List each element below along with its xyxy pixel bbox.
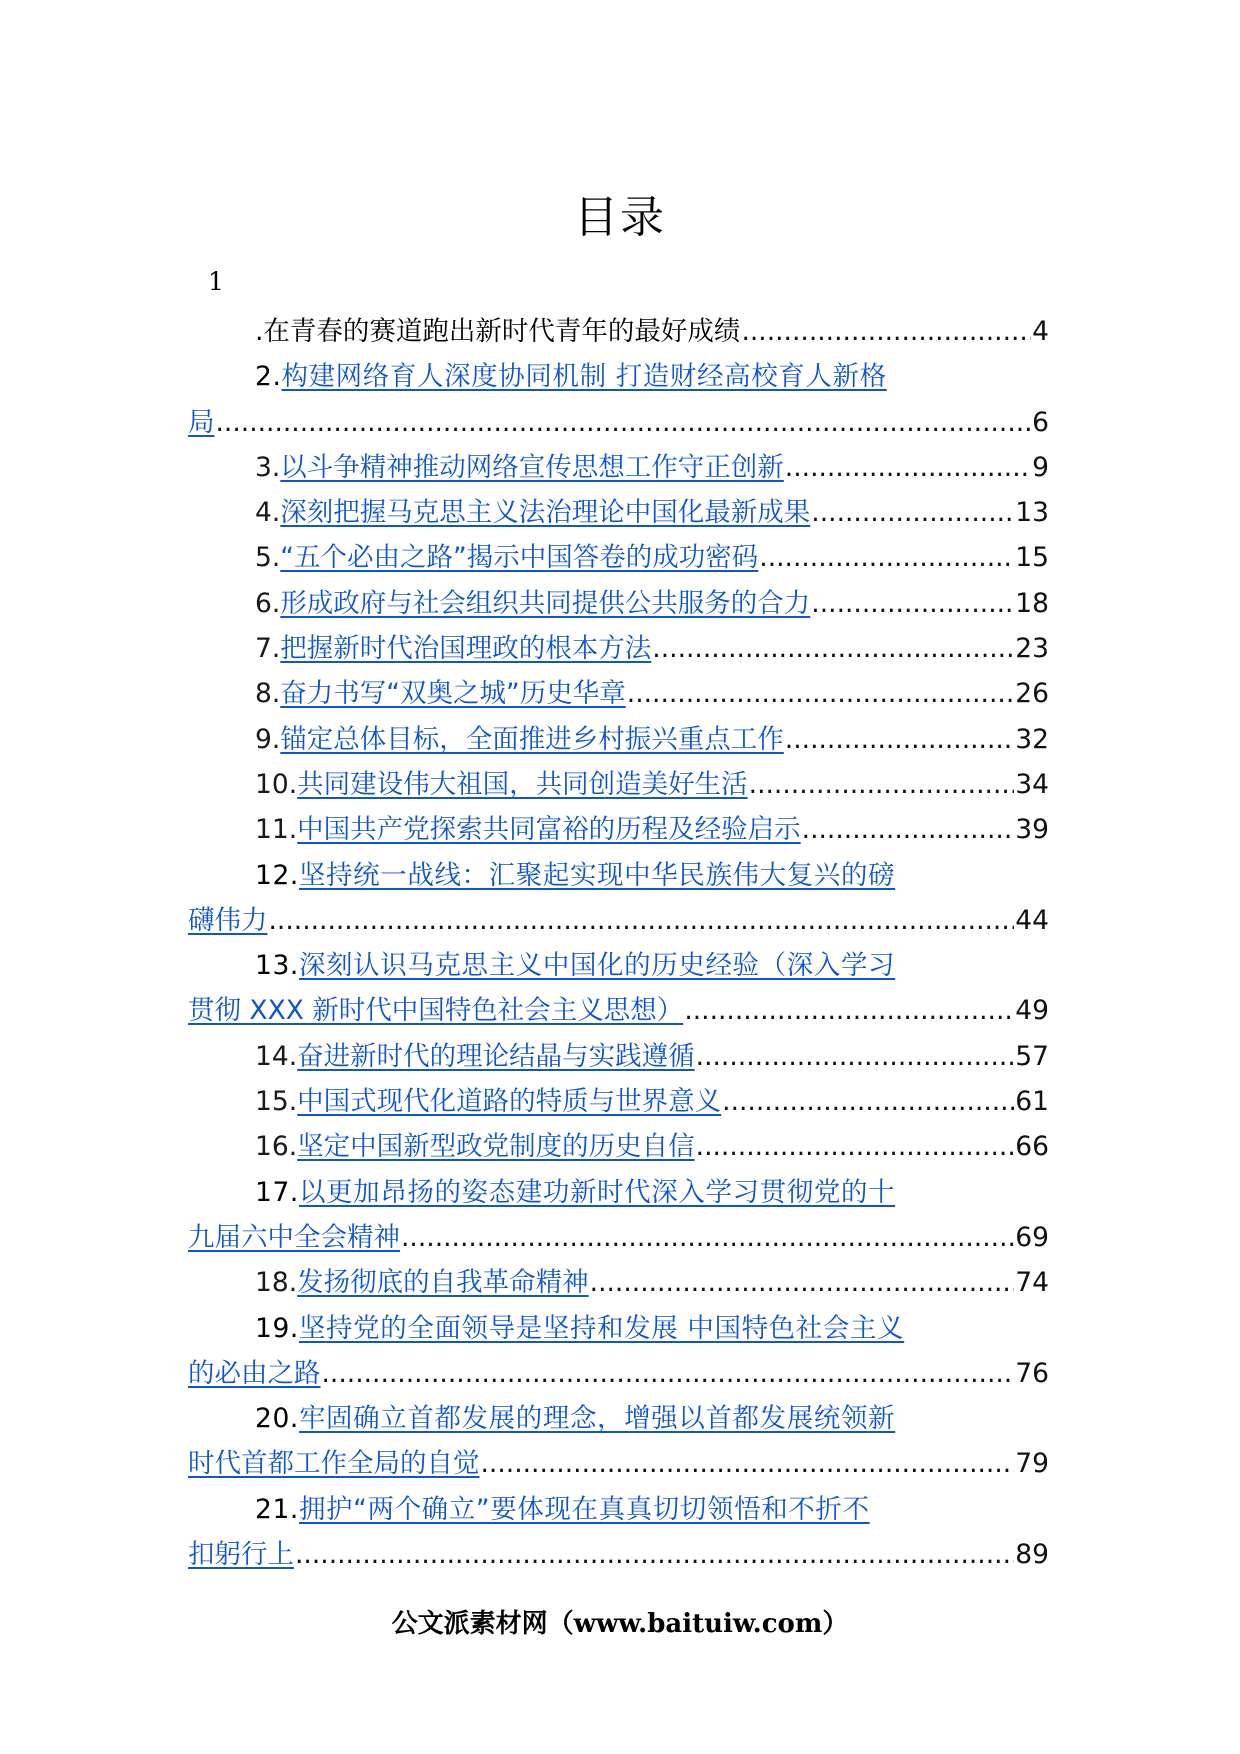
toc-entry-link[interactable]: 九届六中全会精神 xyxy=(188,1221,400,1253)
toc-entry[interactable] xyxy=(188,1034,1049,1079)
toc-entry-line xyxy=(188,1441,1049,1486)
dot-leader xyxy=(216,400,1032,445)
toc-entry-line xyxy=(188,1079,1049,1124)
toc-entry-number: 10. xyxy=(255,768,298,800)
toc-page-number: 15 xyxy=(1015,542,1049,574)
toc-entry-line xyxy=(188,762,1049,807)
toc-entry-line xyxy=(188,1034,1049,1079)
toc-entry[interactable] xyxy=(188,535,1049,580)
toc-entry-line xyxy=(188,1396,1049,1441)
toc-entry-link[interactable]: 深刻把握马克思主义法治理论中国化最新成果 xyxy=(280,497,811,529)
toc-page-number: 13 xyxy=(1015,497,1049,529)
toc-entry-line xyxy=(188,1260,1049,1305)
toc-entry-number: 12. xyxy=(255,859,299,891)
toc-entry-line xyxy=(188,354,1049,399)
dot-leader xyxy=(811,490,1014,535)
toc-entry-number: 13. xyxy=(255,950,299,982)
toc-page-number: 18 xyxy=(1015,587,1049,619)
toc-entry[interactable] xyxy=(188,445,1049,490)
toc-entry[interactable] xyxy=(188,853,1049,944)
toc-entry-line xyxy=(188,853,1049,898)
toc-entry-number: 19. xyxy=(255,1312,299,1344)
toc-entry-link[interactable]: 扣躬行上 xyxy=(188,1539,294,1571)
toc-entry-number: 6. xyxy=(255,587,281,619)
toc-entry-line xyxy=(188,1351,1049,1396)
toc-entry-link[interactable]: 的必由之路 xyxy=(188,1357,321,1389)
toc-entry-number: 5. xyxy=(255,542,281,574)
toc-page-number: 32 xyxy=(1015,723,1049,755)
toc-entry-number: 16. xyxy=(255,1131,298,1163)
toc-entry-line xyxy=(188,1487,1049,1532)
toc-entry-link[interactable]: 锚定总体目标，全面推进乡村振兴重点工作 xyxy=(280,723,784,755)
toc-entry-line xyxy=(188,988,1049,1033)
toc-entry-link[interactable]: 礴伟力 xyxy=(188,904,268,936)
toc-page-number: 9 xyxy=(1032,451,1049,483)
toc-entry[interactable] xyxy=(188,1170,1049,1261)
dot-leader xyxy=(627,671,1015,716)
dot-leader xyxy=(401,1215,1014,1260)
toc-entry-link[interactable]: 深刻认识马克思主义中国化的历史经验（深入学习 xyxy=(298,950,896,982)
toc-entry-line xyxy=(188,400,1049,445)
dot-leader xyxy=(590,1260,1015,1305)
toc-entry[interactable] xyxy=(188,490,1049,535)
toc-entry-number: 17. xyxy=(255,1176,299,1208)
toc-entry-line xyxy=(188,1306,1049,1351)
dot-leader xyxy=(322,1351,1015,1396)
toc-entry-number: 15. xyxy=(255,1086,298,1118)
toc-entry-number: 14. xyxy=(255,1040,298,1072)
toc-entry-line xyxy=(188,1170,1049,1215)
dot-leader xyxy=(802,807,1015,852)
toc-entry-link[interactable]: 奋力书写“双奥之城”历史华章 xyxy=(280,678,626,710)
toc-entry[interactable] xyxy=(188,354,1049,445)
dot-leader xyxy=(481,1441,1015,1486)
toc-page-number: 4 xyxy=(1032,316,1049,347)
toc-entry-link[interactable]: .在青春的赛道跑出新时代青年的最好成绩 xyxy=(255,316,741,347)
toc-entry-number: 9. xyxy=(255,723,281,755)
toc-page-number: 74 xyxy=(1015,1267,1049,1299)
dot-leader xyxy=(741,309,1031,354)
toc-entry[interactable] xyxy=(188,309,1049,354)
first-entry-number: 1 xyxy=(208,267,224,296)
toc-entry[interactable] xyxy=(188,762,1049,807)
toc-entry-link[interactable]: 构建网络育人深度协同机制 打造财经高校育人新格 xyxy=(281,361,887,393)
toc-entry-line xyxy=(188,807,1049,852)
toc-entry[interactable] xyxy=(188,581,1049,626)
toc-entry-link[interactable]: 坚持统一战线：汇聚起实现中华民族伟大复兴的磅 xyxy=(298,859,896,891)
toc-entry-link[interactable]: 以更加昂扬的姿态建功新时代深入学习贯彻党的十 xyxy=(298,1176,896,1208)
dot-leader xyxy=(696,1124,1015,1169)
toc-page-number: 76 xyxy=(1015,1357,1049,1389)
toc-page-number: 6 xyxy=(1032,406,1049,438)
toc-page-number: 66 xyxy=(1015,1131,1049,1163)
toc-entry-line xyxy=(188,1124,1049,1169)
toc-entry-link[interactable]: 中国共产党探索共同富裕的历程及经验启示 xyxy=(297,814,801,846)
dot-leader xyxy=(759,535,1014,580)
toc-entry-link[interactable]: 奋进新时代的理论结晶与实践遵循 xyxy=(297,1040,695,1072)
toc-entry-link[interactable]: 坚定中国新型政党制度的历史自信 xyxy=(297,1131,695,1163)
toc-entry-link[interactable]: 牢固确立首都发展的理念，增强以首都发展统领新 xyxy=(298,1403,896,1435)
toc-entry[interactable] xyxy=(188,1396,1049,1487)
toc-entry[interactable] xyxy=(188,671,1049,716)
toc-entry-line xyxy=(188,1215,1049,1260)
toc-entry[interactable] xyxy=(188,1124,1049,1169)
toc-entry-link[interactable]: 共同建设伟大祖国，共同创造美好生活 xyxy=(297,768,748,800)
toc-page-number: 39 xyxy=(1015,814,1049,846)
dot-leader xyxy=(749,762,1015,807)
toc-entry-line xyxy=(188,626,1049,671)
toc-entry-link[interactable]: 以斗争精神推动网络宣传思想工作守正创新 xyxy=(280,451,784,483)
toc-entry-number: 3. xyxy=(255,451,281,483)
toc-entry-link[interactable]: “五个必由之路”揭示中国答卷的成功密码 xyxy=(280,542,759,574)
toc-entry-link[interactable]: 坚持党的全面领导是坚持和发展 中国特色社会主义 xyxy=(298,1312,905,1344)
toc-entry-number: 8. xyxy=(255,678,281,710)
toc-entry-number: 7. xyxy=(255,633,281,665)
toc-entry[interactable] xyxy=(188,1487,1049,1578)
toc-entry-number: 21. xyxy=(255,1493,299,1525)
dot-leader xyxy=(811,581,1014,626)
toc-page-number: 69 xyxy=(1015,1221,1049,1253)
toc-page-number: 89 xyxy=(1015,1539,1049,1571)
toc-entry-number: 2. xyxy=(255,361,282,393)
dot-leader xyxy=(684,988,1014,1033)
toc-entry-link[interactable]: 局 xyxy=(188,406,215,438)
toc-entry-number: 11. xyxy=(255,814,298,846)
dot-leader xyxy=(785,445,1031,490)
toc-entry[interactable] xyxy=(188,807,1049,852)
toc-page-number: 26 xyxy=(1015,678,1049,710)
toc-page-number: 23 xyxy=(1015,633,1049,665)
toc-page-number: 34 xyxy=(1015,768,1049,800)
toc-title: 目录 xyxy=(574,192,666,243)
toc-entry[interactable] xyxy=(188,1260,1049,1305)
toc-entry-line xyxy=(188,535,1049,580)
toc-entry-line xyxy=(188,581,1049,626)
toc-entry-link[interactable]: 时代首都工作全局的自觉 xyxy=(188,1448,480,1480)
toc-page-number: 79 xyxy=(1015,1448,1049,1480)
toc-entry-line xyxy=(188,717,1049,762)
toc-entry-link[interactable]: 中国式现代化道路的特质与世界意义 xyxy=(297,1086,722,1118)
toc-entry-link[interactable]: 发扬彻底的自我革命精神 xyxy=(297,1267,589,1299)
toc-entry-number: 4. xyxy=(255,497,281,529)
toc-page-number: 61 xyxy=(1015,1086,1049,1118)
toc-entry-link[interactable]: 形成政府与社会组织共同提供公共服务的合力 xyxy=(280,587,811,619)
toc-entry[interactable] xyxy=(188,717,1049,762)
toc-page-number: 57 xyxy=(1015,1040,1049,1072)
toc-page-number: 44 xyxy=(1015,904,1049,936)
toc-entry-link[interactable]: 贯彻 XXX 新时代中国特色社会主义思想） xyxy=(188,995,684,1027)
toc-entry-link[interactable]: 把握新时代治国理政的根本方法 xyxy=(280,633,652,665)
dot-leader xyxy=(269,898,1015,943)
footer-watermark: 公文派素材网（www.baituiw.com） xyxy=(391,1609,849,1639)
toc-entry[interactable] xyxy=(188,1079,1049,1124)
toc-entry-number: 20. xyxy=(255,1403,299,1435)
dot-leader xyxy=(785,717,1014,762)
toc-page-number: 49 xyxy=(1015,995,1049,1027)
table-of-contents xyxy=(188,309,1049,1577)
toc-entry-number: 18. xyxy=(255,1267,298,1299)
toc-entry[interactable] xyxy=(188,1306,1049,1397)
toc-entry-line xyxy=(188,1532,1049,1577)
toc-entry-line xyxy=(188,445,1049,490)
toc-entry-line xyxy=(188,490,1049,535)
toc-entry-line xyxy=(188,671,1049,716)
toc-entry-link[interactable]: 拥护“两个确立”要体现在真真切切领悟和不折不 xyxy=(298,1493,870,1525)
toc-entry-line xyxy=(188,309,1049,354)
toc-entry[interactable] xyxy=(188,943,1049,1034)
toc-entry-line xyxy=(188,943,1049,988)
dot-leader xyxy=(652,626,1014,671)
dot-leader xyxy=(722,1079,1014,1124)
dot-leader xyxy=(696,1034,1015,1079)
toc-entry[interactable] xyxy=(188,626,1049,671)
toc-entry-line xyxy=(188,898,1049,943)
dot-leader xyxy=(295,1532,1014,1577)
